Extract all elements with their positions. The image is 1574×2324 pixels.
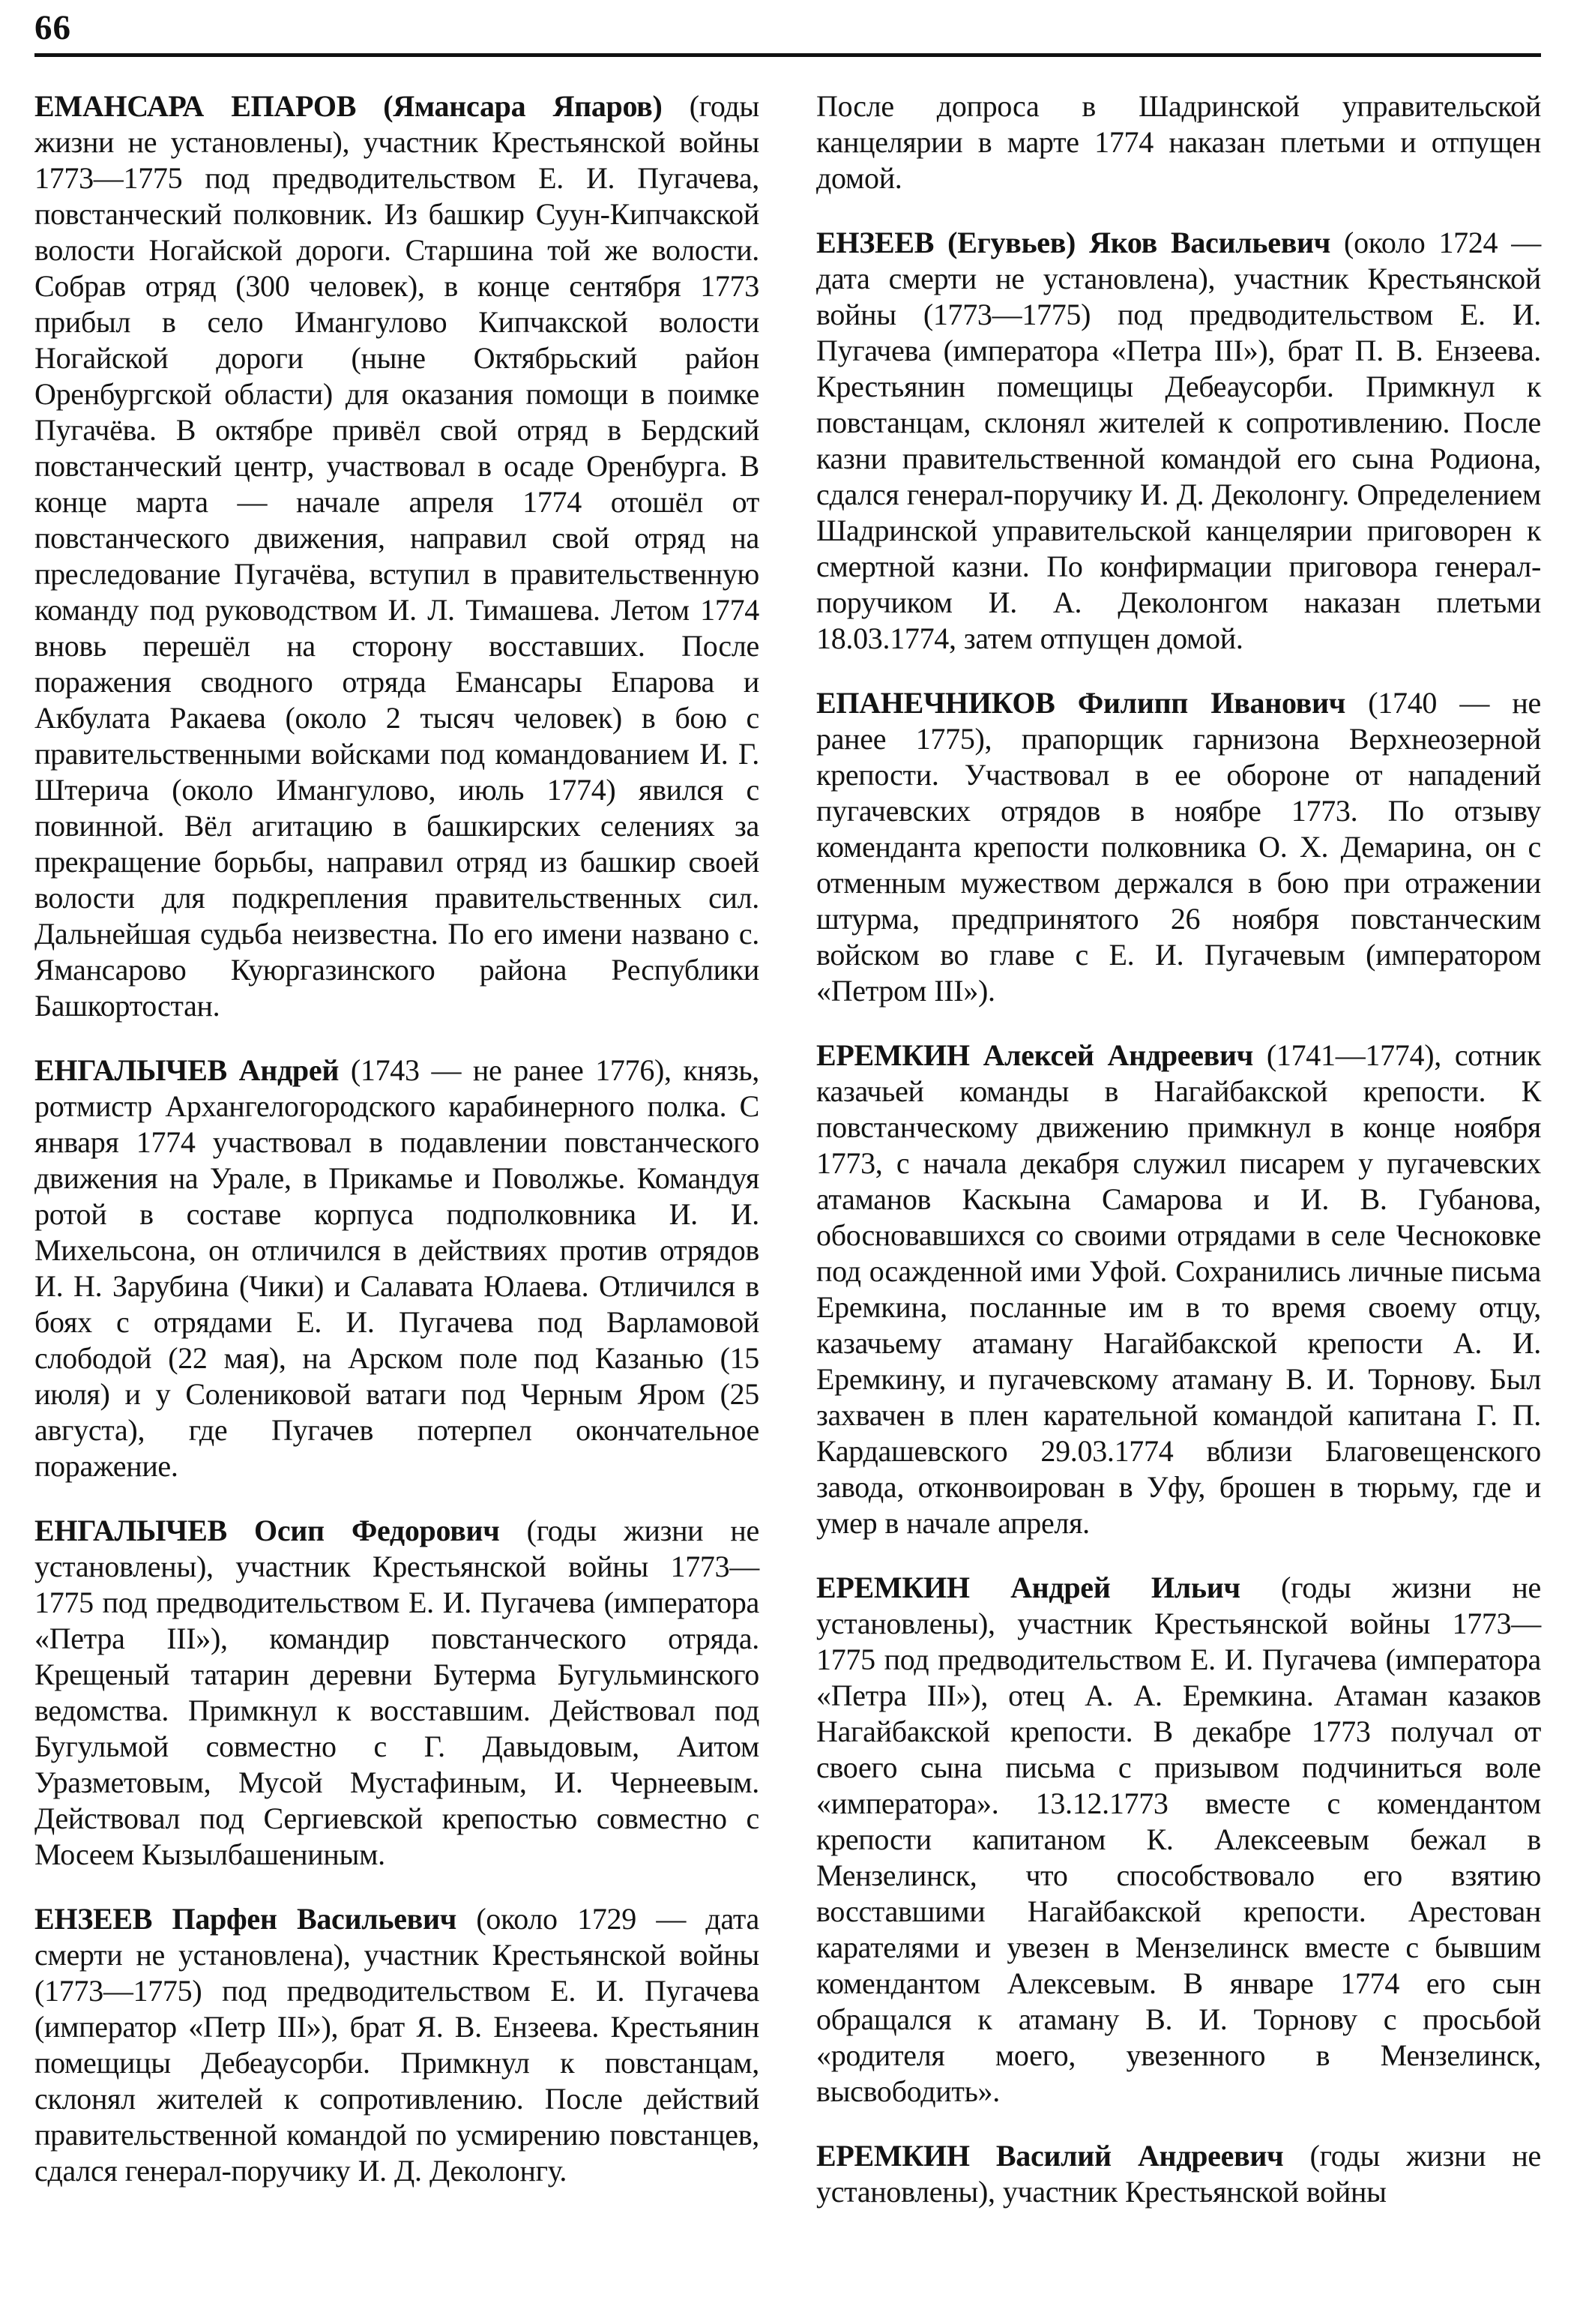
entry-headword: ЕМАНСАРА ЕПАРОВ (Ямансара Япаров) [34, 89, 663, 123]
entry-enzeev-parfen [34, 1901, 759, 2189]
entry-eremkin-vasiliy [816, 2138, 1541, 2210]
entry-headword: ЕРЕМКИН Алексей Андреевич [816, 1038, 1253, 1072]
two-column-text [34, 88, 1541, 2239]
entry-headword: ЕРЕМКИН Василий Андреевич [816, 2139, 1284, 2173]
left-column [34, 88, 759, 2239]
entry-body: (1741—1774), сотник казачьей команды в Нагайбакской крепости. К повстанческому движению примкнул в конце ноября 1773, с начала декабря служил писарем у пугачевских атаманов Каскына Самарова и И. В. Губанова, обосновавшихся со своими отрядами в селе Чесноковке под осажденной ими Уфой. Сохранились личные письма Еремкина, посланные им в то время своему отцу, казачьему атаману Нагайбакской крепости А. И. Еремкину, и пугачевскому атаману В. И. Торнову. Был захвачен в плен карательной командой капитана Г. П. Кардашевского 29.03.1774 вблизи Благовещенского завода, отконвоирован в Уфу, брошен в тюрьму, где и умер в начале апреля. [816, 1038, 1541, 1540]
entry-body: (около 1729 — дата смерти не установлена), участник Крестьянской войны (1773—1775) под предводительством Е. И. Пугачева (император «Петр III»), брат Я. В. Ензеева. Крестьянин помещицы Дебеаусорби. Примкнул к повстанцам, склонял жителей к сопротивлению. После действий правительственной командой по усмирению повстанцев, сдался генерал-поручику И. Д. Деколонгу. [34, 1902, 759, 2188]
entry-headword: ЕНГАЛЫЧЕВ Осип Федорович [34, 1514, 500, 1547]
header-divider-rule [34, 53, 1541, 57]
entry-eremkin-andrey [816, 1570, 1541, 2110]
entry-headword: ЕНГАЛЫЧЕВ Андрей [34, 1053, 340, 1087]
entry-body: После допроса в Шадринской управительской канцелярии в марте 1774 наказан плетьми и отпущен домой. [816, 89, 1541, 195]
right-column [816, 88, 1541, 2239]
entry-headword: ЕНЗЕЕВ (Егувьев) Яков Васильевич [816, 226, 1331, 259]
entry-body: (1740 — не ранее 1775), прапорщик гарнизона Верхнеозерной крепости. Участвовал в ее обороне от нападений пугачевских отрядов в ноябре 1773. По отзыву коменданта крепости полковника О. Х. Демарина, он с отменным мужеством держался в бою при отражении штурма, предпринятого 26 ноября повстанческим войском во главе с Е. И. Пугачевым (императором «Петром III»). [816, 686, 1541, 1008]
entry-body: (1743 — не ранее 1776), князь, ротмистр Архангелогородского карабинерного полка. С января 1774 участвовал в подавлении повстанческого движения на Урале, в Прикамье и Поволжье. Командуя ротой в составе корпуса подполковника И. И. Михельсона, он отличился в действиях против отрядов И. Н. Зарубина (Чики) и Салавата Юлаева. Отличился в боях с отрядами Е. И. Пугачева под Варламовой слободой (22 мая), на Арском поле под Казанью (15 июля) и у Солениковой ватаги под Черным Яром (25 августа), где Пугачев потерпел окончательное поражение. [34, 1053, 759, 1483]
entry-engalychev-andrey [34, 1053, 759, 1484]
entry-body: (годы жизни не установлены), участник Крестьянской войны 1773—1775 под предводительством Е. И. Пугачева (императора «Петра III»), командир повстанческого отряда. Крещеный татарин деревни Бутерма Бугульминского ведомства. Примкнул к восставшим. Действовал под Бугульмой совместно с Г. Давыдовым, Аитом Уразметовым, Мусой Мустафиным, И. Чернеевым. Действовал под Сергиевской крепостью совместно с Мосеем Кызылбашениным. [34, 1514, 759, 1871]
entry-body: (годы жизни не установлены), участник Крестьянской войны 1773—1775 под предводительством Е. И. Пугачева, повстанческий полковник. Из башкир Суун-Кипчакской волости Ногайской дороги. Старшина той же волости. Собрав отряд (300 человек), в конце сентября 1773 прибыл в село Имангулово Кипчакской волости Ногайской дороги (ныне Октябрьский район Оренбургской области) для оказания помощи в поимке Пугачёва. В октябре привёл свой отряд в Бердский повстанческий центр, участвовал в осаде Оренбурга. В конце марта — начале апреля 1774 отошёл от повстанческого движения, направил свой отряд на преследование Пугачёва, вступил в правительственную команду под руководством И. Л. Тимашева. Летом 1774 вновь перешёл на сторону восставших. После поражения сводного отряда Емансары Епарова и Акбулата Ракаева (около 2 тысяч человек) в бою с правительственными войсками под командованием И. Г. Штерича (около Имангулово, июль 1774) явился с повинной. Вёл агитацию в башкирских селениях за прекращение борьбы, направил отряд из башкир своей волости для подкрепления правительственных сил. Дальнейшая судьба неизвестна. По его имени названо с. Ямансарово Куюргазинского района Республики Башкортостан. [34, 89, 759, 1023]
entry-headword: ЕПАНЕЧНИКОВ Филипп Иванович [816, 686, 1345, 720]
entry-headword: ЕНЗЕЕВ Парфен Васильевич [34, 1902, 456, 1936]
entry-enzeev-parfen-continuation [816, 88, 1541, 196]
entry-engalychev-osip [34, 1513, 759, 1873]
entry-body: (годы жизни не установлены), участник Крестьянской войны [816, 2139, 1541, 2209]
entry-emansara-eparov [34, 88, 759, 1024]
entry-body: (годы жизни не установлены), участник Крестьянской войны 1773—1775 под предводительством Е. И. Пугачева (императора «Петра III»), отец А. А. Еремкина. Атаман казаков Нагайбакской крепости. В декабре 1773 получал от своего сына письма с призывом подчиниться воле «императора». 13.12.1773 вместе с комендантом крепости капитаном К. Алексеевым бежал в Мензелинск, что способствовало его взятию восставшими Нагайбакской крепости. Арестован карателями и увезен в Мензелинск вместе с бывшим комендантом Алексевым. В январе 1774 его сын обращался к атаману В. И. Торнову с просьбой «родителя моего, увезенного в Мензелинск, высвободить». [816, 1571, 1541, 2108]
entry-body: (около 1724 — дата смерти не установлена), участник Крестьянской войны (1773—1775) под предводительством Е. И. Пугачева (императора «Петра III»), брат П. В. Ензеева. Крестьянин помещицы Дебеаусорби. Примкнул к повстанцам, склонял жителей к сопротивлению. После казни правительственной командой его сына Родиона, сдался генерал-поручику И. Д. Деколонгу. Определением Шадринской управительской канцелярии приговорен к смертной казни. По конфирмации приговора генерал-поручиком И. А. Деколонгом наказан плетьми 18.03.1774, затем отпущен домой. [816, 226, 1541, 655]
entry-eremkin-aleksey [816, 1038, 1541, 1541]
entry-epanechnikov-filipp [816, 685, 1541, 1009]
page-number: 66 [34, 8, 71, 47]
entry-enzeev-yakov [816, 225, 1541, 657]
entry-headword: ЕРЕМКИН Андрей Ильич [816, 1571, 1240, 1604]
